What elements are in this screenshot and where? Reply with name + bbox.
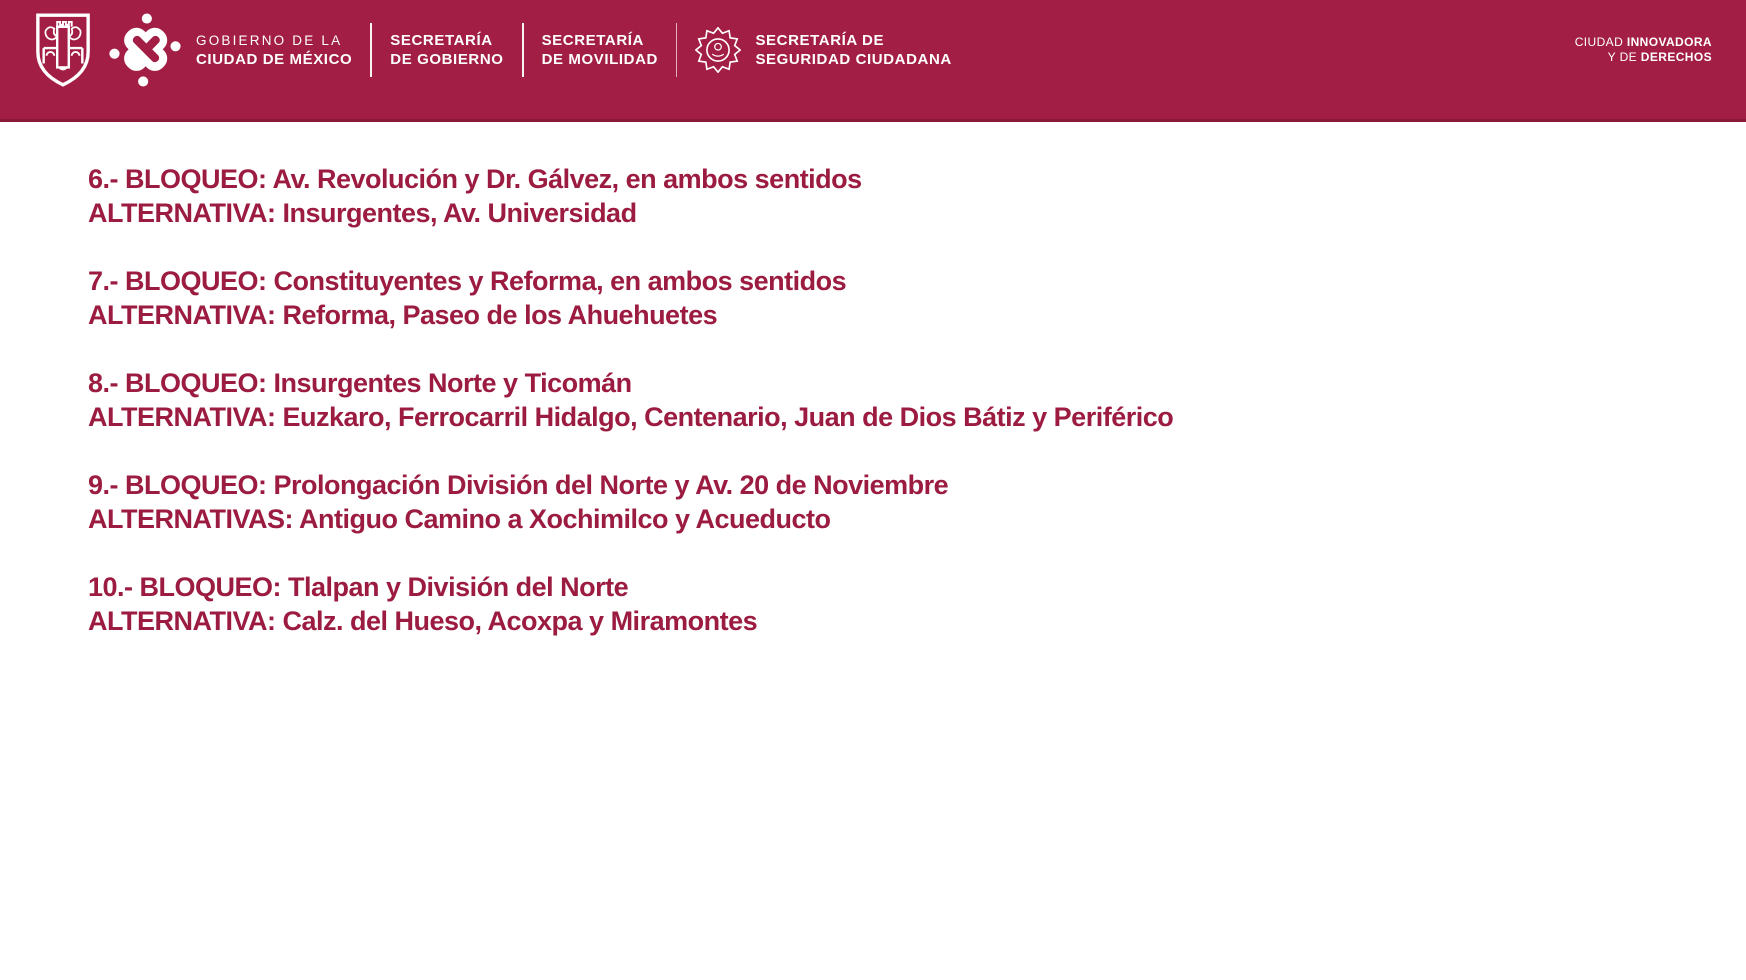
closure-entry (88, 468, 1706, 536)
secretaria-movilidad-line1: SECRETARÍA (541, 31, 644, 49)
cdmx-coat-of-arms-icon (34, 11, 92, 89)
alternativa-line: ALTERNATIVA: Insurgentes, Av. Universidad (88, 198, 637, 228)
secretaria-gobierno-label (390, 31, 503, 69)
secretaria-movilidad-label (542, 31, 658, 69)
tagline-line2-regular: Y DE (1607, 49, 1641, 64)
secretaria-movilidad-line2: DE MOVILIDAD (541, 50, 658, 68)
alternativa-line: ALTERNATIVA: Reforma, Paseo de los Ahuehuetes (88, 300, 718, 330)
secretaria-seguridad-line2: SEGURIDAD CIUDADANA (755, 50, 952, 68)
tagline-line1-regular: CIUDAD (1574, 34, 1627, 49)
alternativa-line: ALTERNATIVA: Calz. del Hueso, Acoxpa y Miramontes (88, 606, 758, 636)
cdmx-government-logo-icon (108, 11, 182, 89)
alternativa-line: ALTERNATIVA: Euzkaro, Ferrocarril Hidalgo, Centenario, Juan de Dios Bátiz y Periférico (88, 402, 1174, 432)
closure-entry (88, 570, 1706, 638)
brand-line1: GOBIERNO DE LA (196, 32, 343, 48)
secretaria-seguridad-label (755, 31, 951, 69)
closure-entry (88, 366, 1706, 434)
secretaria-gobierno-line1: SECRETARÍA (390, 31, 493, 49)
bloqueo-line: 10.- BLOQUEO: Tlalpan y División del Norte (88, 572, 629, 602)
bloqueo-line: 9.- BLOQUEO: Prolongación División del Norte y Av. 20 de Noviembre (88, 470, 949, 500)
tagline-line1-bold: INNOVADORA (1626, 34, 1712, 49)
bloqueo-line: 6.- BLOQUEO: Av. Revolución y Dr. Gálvez, en ambos sentidos (88, 164, 862, 194)
divider (522, 23, 524, 77)
bloqueo-line: 8.- BLOQUEO: Insurgentes Norte y Ticomán (88, 368, 632, 398)
government-header-banner (0, 0, 1746, 122)
brand-line2: CIUDAD DE MÉXICO (196, 50, 353, 68)
tagline-line1 (1575, 35, 1712, 50)
divider (370, 23, 372, 77)
tagline-line2 (1575, 50, 1712, 65)
secretaria-seguridad-line1: SECRETARÍA DE (755, 31, 885, 49)
road-closures-list (0, 122, 1746, 638)
divider (676, 23, 678, 77)
closure-entry (88, 162, 1706, 230)
alternativa-line: ALTERNATIVAS: Antiguo Camino a Xochimilco y Acueducto (88, 504, 831, 534)
city-tagline (1575, 35, 1712, 65)
tagline-line2-bold: DERECHOS (1640, 49, 1712, 64)
header-logo-group (34, 11, 952, 89)
police-badge-icon (695, 27, 741, 73)
closure-entry (88, 264, 1706, 332)
brand-text (196, 31, 352, 69)
bloqueo-line: 7.- BLOQUEO: Constituyentes y Reforma, en ambos sentidos (88, 266, 847, 296)
secretaria-gobierno-line2: DE GOBIERNO (390, 50, 504, 68)
